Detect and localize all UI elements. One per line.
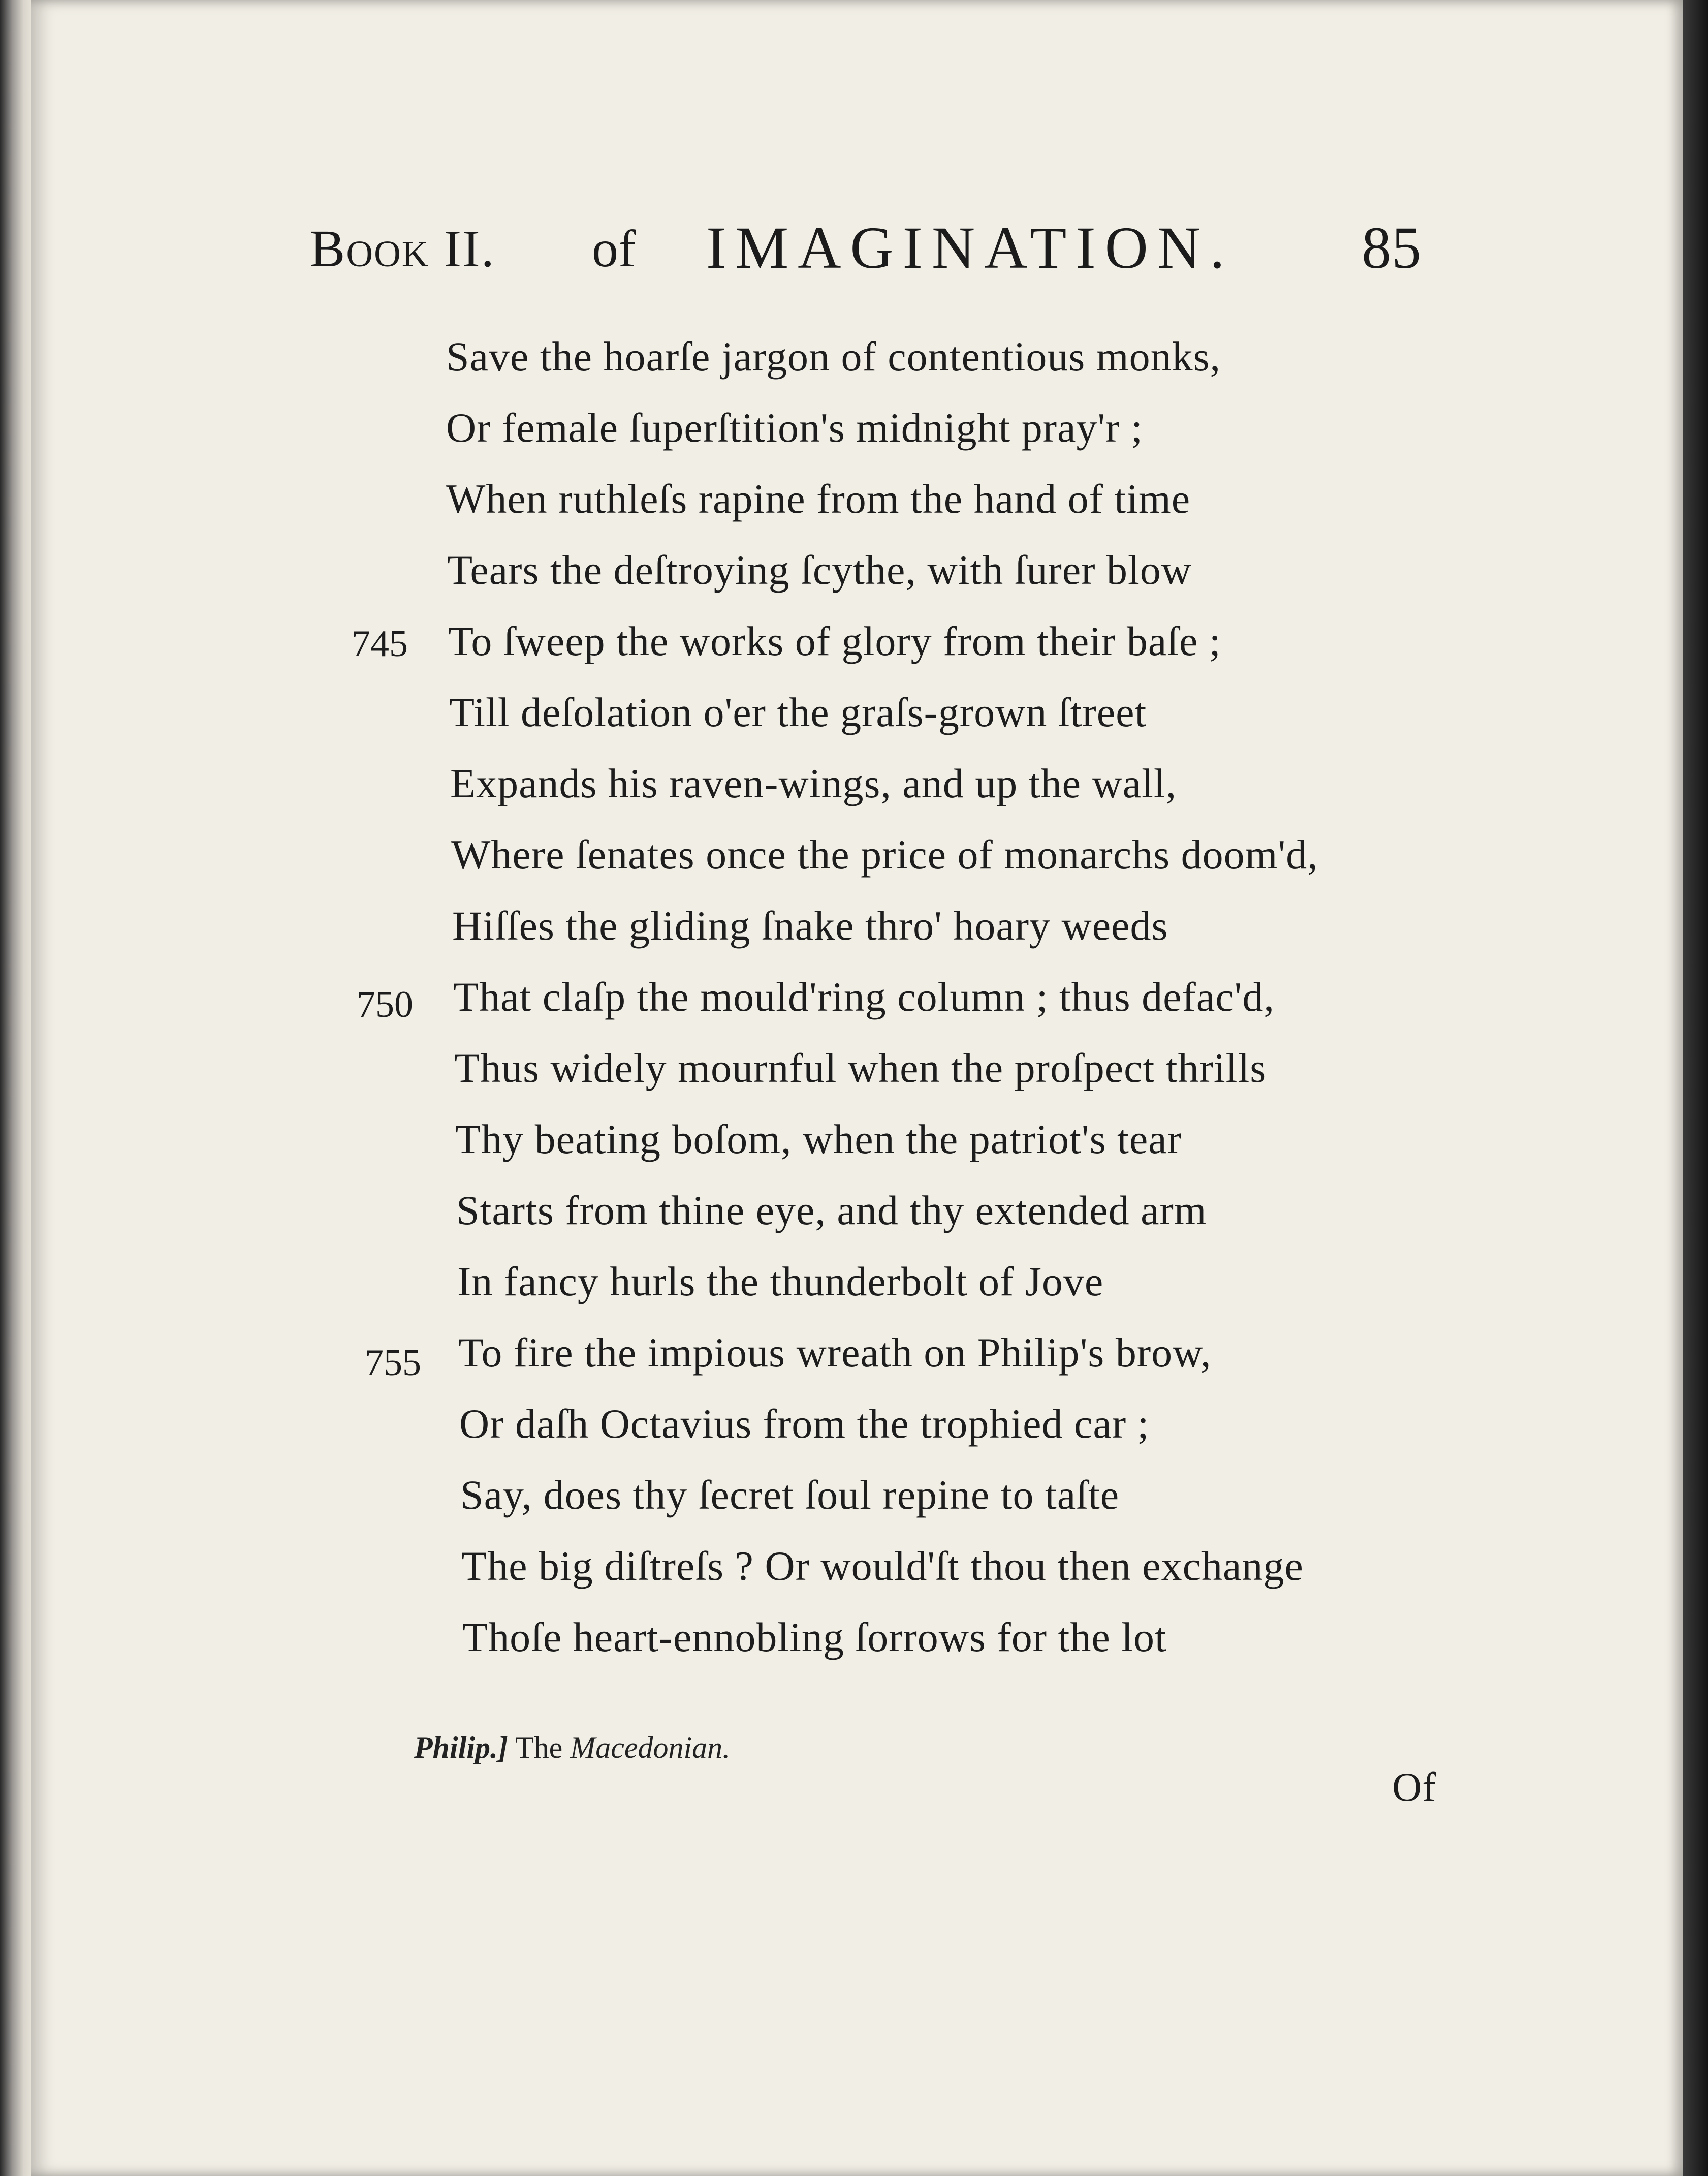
- line-number: 755: [365, 1342, 421, 1384]
- catchword: Of: [1392, 1764, 1436, 1810]
- footnote-gloss: Macedonian.: [570, 1731, 731, 1764]
- footnote-the: The: [515, 1731, 563, 1764]
- footnote: [414, 1730, 730, 1765]
- running-head-book: Book II.: [310, 220, 495, 278]
- running-head-title: IMAGINATION.: [706, 214, 1234, 281]
- verse-line: The big diſtreſs ? Or would'ſt thou then exchange: [461, 1543, 1304, 1589]
- verse-line: To ſweep the works of glory from their baſe ;: [448, 618, 1221, 664]
- verse-line: Or female ſuperſtition's midnight pray'r ;: [446, 405, 1143, 451]
- verse-line: In fancy hurls the thunderbolt of Jove: [457, 1258, 1104, 1304]
- verse-line: When ruthleſs rapine from the hand of time: [446, 476, 1191, 522]
- verse-line: That claſp the mould'ring column ; thus defac'd,: [453, 974, 1275, 1020]
- line-number: 745: [352, 623, 408, 665]
- verse-line: Say, does thy ſecret ſoul repine to taſte: [460, 1472, 1120, 1518]
- verse-line: Tears the deſtroying ſcythe, with ſurer blow: [447, 547, 1192, 593]
- running-head-of: of: [592, 220, 636, 278]
- line-number: 750: [357, 984, 413, 1025]
- verse-line: Thy beating boſom, when the patriot's tear: [455, 1116, 1182, 1162]
- verse-line: Hiſſes the gliding ſnake thro' hoary weeds: [452, 903, 1168, 949]
- verse-line: Save the hoarſe jargon of contentious monks,: [446, 333, 1221, 380]
- verse-line: Thoſe heart-ennobling ſorrows for the lot: [462, 1614, 1167, 1660]
- footnote-reference: Philip.]: [414, 1731, 509, 1764]
- verse-line: To fire the impious wreath on Philip's brow,: [458, 1329, 1212, 1376]
- page-number: 85: [1362, 214, 1421, 281]
- verse-line: Or daſh Octavius from the trophied car ;: [459, 1401, 1150, 1447]
- verse-line: Where ſenates once the price of monarchs doom'd,: [451, 831, 1318, 878]
- verse-line: Till deſolation o'er the graſs-grown ſtreet: [449, 689, 1147, 735]
- verse-line: Thus widely mournful when the proſpect thrills: [454, 1045, 1267, 1091]
- verse-line: Starts from thine eye, and thy extended arm: [456, 1187, 1207, 1233]
- verse-line: Expands his raven-wings, and up the wall,: [450, 760, 1177, 806]
